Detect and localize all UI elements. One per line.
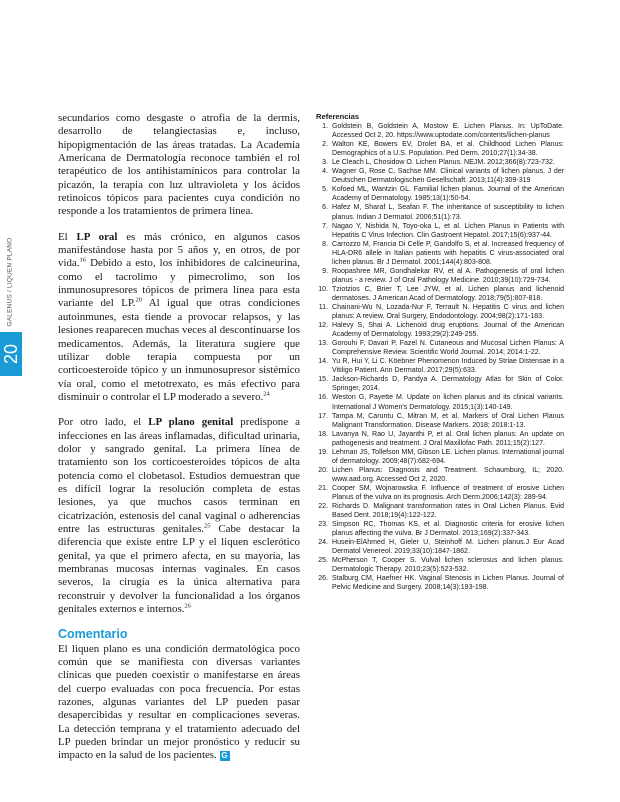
term-lp-genital: LP plano genital bbox=[148, 416, 234, 429]
reference-item: 11. Chainani-Wu N, Lozada-Nur F, Terrault N. Hepatitis C virus and lichen planus: A review. Oral Surgery, Endodontology. 2004;98(2):171-183. bbox=[330, 303, 564, 321]
reference-item: 18. Lavanya N, Rao U, Jayanthi P, et al. Oral lichen planus: An update on pathogenesis and treatment. J Oral Maxillofac Path. 2011;15(2):127. bbox=[330, 430, 564, 448]
reference-item: 20. Lichen Planus: Diagnosis and Treatment. Schaumburg, IL; 2020. www.aad.org. Accessed Oct 2, 2020. bbox=[330, 466, 564, 484]
reference-item: 10. Tziotzios C, Brier T, Lee JYW, et al. Lichen planus and lichenoid dermatoses. J American Acad of Dermatology. 2018;79(5):807-818. bbox=[330, 285, 564, 303]
references-list bbox=[316, 122, 564, 592]
reference-item: 15. Jackson-Richards D, Pandya A. Dermatology Atlas for Skin of Color. Springer, 2014. bbox=[330, 375, 564, 393]
reference-item: 17. Tampa M, Caruntu C, Mitran M, et al. Markers of Oral Lichen Planus Malignant Transformation. Disease Markers. 2018; 2018:1-13. bbox=[330, 412, 564, 430]
paragraph-2: El LP oral es más crónico, en algunos casos manifestándose hasta por 5 años y, en otros, de por vida.$^{16}$ Debido a esto, los inhibidores de calcineurina, como el tacrolimo y pimecrolimo, son los inmunosupresores tópicos de primera línea para esta variante del LP.$^{20}$ Al igual que otras condiciones autoinmunes, esta tiende a provocar relapsos, y las lesiones reaparecen muchas veces al descontinuarse los medicamentos. Además, la literatura sugiere que utilizar doble terapia compuesta por un corticoesteroide tópico y un inmunosupresor sistémico vía oral, como el metotrexato, es más efectivo para disminuir o controlar el LP moderado a severo.$^{24}$ bbox=[58, 230, 301, 403]
page-number-tab bbox=[0, 332, 22, 376]
reference-item: 3. Le Cleach L, Chosidow O. Lichen Planus. NEJM. 2012;366(8):723-732. bbox=[330, 158, 564, 167]
citation: 20 bbox=[135, 296, 142, 304]
citation: 25 bbox=[204, 522, 211, 530]
reference-item: 26. Stalburg CM, Haefner HK. Vaginal Stenosis in Lichen Planus. Journal of Pelvic Medicine and Surgery. 2008;14(3):193-198. bbox=[330, 574, 564, 592]
reference-item: 25. McPherson T, Cooper S. Vulval lichen sclerosus and lichen planus. Dermatologic Therapy. 2010;23(5):523-532. bbox=[330, 556, 564, 574]
body-text-column bbox=[58, 112, 300, 775]
citation: 24 bbox=[263, 390, 270, 398]
reference-item: 13. Gorouhi F, Davari P, Fazel N. Cutaneous and Mucosal Lichen Planus: A Comprehensive Review. Scientific World Journal. 2014; 2014:1-22. bbox=[330, 339, 564, 357]
reference-item: 9. Roopashree MR, Gondhalekar RV, et al A. Pathogenesis of oral lichen planus - a review. J of Oral Pathology Medicine. 2010;39(10):729-734. bbox=[330, 267, 564, 285]
paragraph-3: Por otro lado, el LP plano genital predispone a infecciones en las áreas inflamadas, dificultad urinaria, dolor y sangrado genital. La primera línea de tratamiento son los corticoesteroides tópicos de alta potencia como el clobetasol. Estudios demuestran que es difícil lograr la resolución completa de estas lesiones, ya que muchos casos terminan en cicatrización, estenosis del canal vaginal o adherencias entre las estructuras genitales.$^{25}$ Cabe destacar la diferencia que existe entre LP y el liquen esclerótico genital, ya que el primero afecta, en su mayoría, las membranas mucosas internas vaginales. En casos severos, la cirugía es la única alternativa para reconstruir y devolver la funcionalidad a los órganos genitales externos e internos.$^{26}$ bbox=[58, 416, 300, 616]
page-number: 20 bbox=[0, 343, 21, 365]
term-lp-oral: LP oral bbox=[76, 230, 118, 243]
reference-item: 6. Hafez M, Sharaf L, Seafan F. The inheritance of susceptibility to lichen planus. Indian J Dermatol. 2006;51(1):73. bbox=[330, 203, 564, 221]
reference-item: 2. Walton KE, Bowers EV, Drolet BA, et al. Childhood Lichen Planus: Demographics of a U.S. Population. Ped Derm. 2010;27(1):34-38. bbox=[330, 140, 564, 158]
running-header: GALENUS / LIQUEN PLANO bbox=[6, 237, 14, 327]
reference-item: 8. Carrozzo M, Francia Di Celle P, Gandolfo S, et al. Increased frequency of HLA-DR6 allele in Italian patients with hepatitis C virus-associated oral lichen planus. Br J Dermatol. 2001;144(4):803-808. bbox=[330, 240, 564, 267]
reference-item: 1. Goldstein B, Goldstein A, Mostow E. Lichen Planus. In: UpToDate. Accessed Oct 2, 20. https://www.uptodate.com/contents/lichen-planus bbox=[330, 122, 564, 140]
galenus-logo-icon: G bbox=[221, 750, 228, 760]
comment-heading: Comentario bbox=[58, 627, 128, 642]
citation: 26 bbox=[184, 602, 191, 610]
reference-item: 7. Nagao Y, Nishida N, Toyo-oka L, et al. Lichen Planus in Patients with Hepatitis C Virus Infection. Clin Gastroent Hepatol. 2017;15(6):937-44. bbox=[330, 222, 564, 240]
paragraph-4: El liquen plano es una condición dermatológica poco común que se manifiesta con diversas variantes clínicas que pueden coexistir o manifestarse en áreas del cuerpo evaluadas con poca frecuencia. Por estas razones, algunas variantes del LP pueden pasar desapercibidas y resultar en complicaciones severas. La detección temprana y el tratamiento adecuado del LP pueden brindar un mejor pronóstico y reducir su impacto en la salud de los pacientes. G bbox=[58, 642, 300, 762]
reference-item: 12. Halevy S, Shai A. Lichenoid drug eruptions. Journal of the American Academy of Dermatology. 1993;29(2):249-255. bbox=[330, 321, 564, 339]
reference-item: 23. Simpson RC, Thomas KS, et al. Diagnostic criteria for erosive lichen planus affecting the vulva. Br J Dermatol. 2013;169(2):337-343. bbox=[330, 520, 564, 538]
reference-item: 22. Richards D. Malignant transformation rates in Oral Lichen Planus. Evid Based Dent. 2018;19(4):122-122. bbox=[330, 502, 564, 520]
reference-item: 19. Lehman JS, Tollefson MM, Gibson LE. Lichen planus. International journal of dermatology. 2009;48(7):682-694. bbox=[330, 448, 564, 466]
reference-item: 21. Cooper SM, Wojnarowska F. Influence of treatment of erosive Lichen Planus of the vulva on its prognosis. Arch Derm.2006;142(3): 289-94. bbox=[330, 484, 564, 502]
reference-item: 14. Yu R, Hui Y, Li C. Köebner Phenomenon Induced by Striae Distensae in a Vitiligo Patient. Ann Dermatol. 2017;29(5):633. bbox=[330, 357, 564, 375]
citation: 16 bbox=[79, 256, 86, 264]
reference-item: 24. Husein-ElAhmed H, Gieler U, Steinhoff M. Lichen planus.J Eur Acad Dermatol Venereol. 2019;33(10):1847-1862. bbox=[330, 538, 564, 556]
paragraph-1: secundarios como desgaste o atrofia de la dermis, desarrollo de telangiectasias e, incluso, hipopigmentación de las áreas tratadas. La Academia Americana de Dermatología reconoce también el rol terapéutico de los antihistamínicos para controlar la picazón, la terapia con luz ultravioleta y los ácidos retinoicos tópicos para pacientes cuya condición no responde a los tratamientos de primera línea. bbox=[58, 112, 300, 218]
references-heading: Referencias bbox=[316, 112, 360, 121]
reference-item: 16. Weston G, Payette M. Update on lichen planus and its clinical variants. International J Women's Dermatology. 2015;1(3):140-149. bbox=[330, 393, 564, 411]
reference-item: 5. Kofoed ML, Wantzin GL. Familial lichen planus. Journal of the American Academy of Dermatology. 1985;13(1):50-54. bbox=[330, 185, 564, 203]
references-column bbox=[316, 112, 564, 592]
reference-item: 4. Wagner G, Rose C, Sachse MM. Clinical variants of lichen planus. J der Deutschen Dermatologischen Gesellschaft. 2013;11(4):309-319 bbox=[330, 167, 564, 185]
